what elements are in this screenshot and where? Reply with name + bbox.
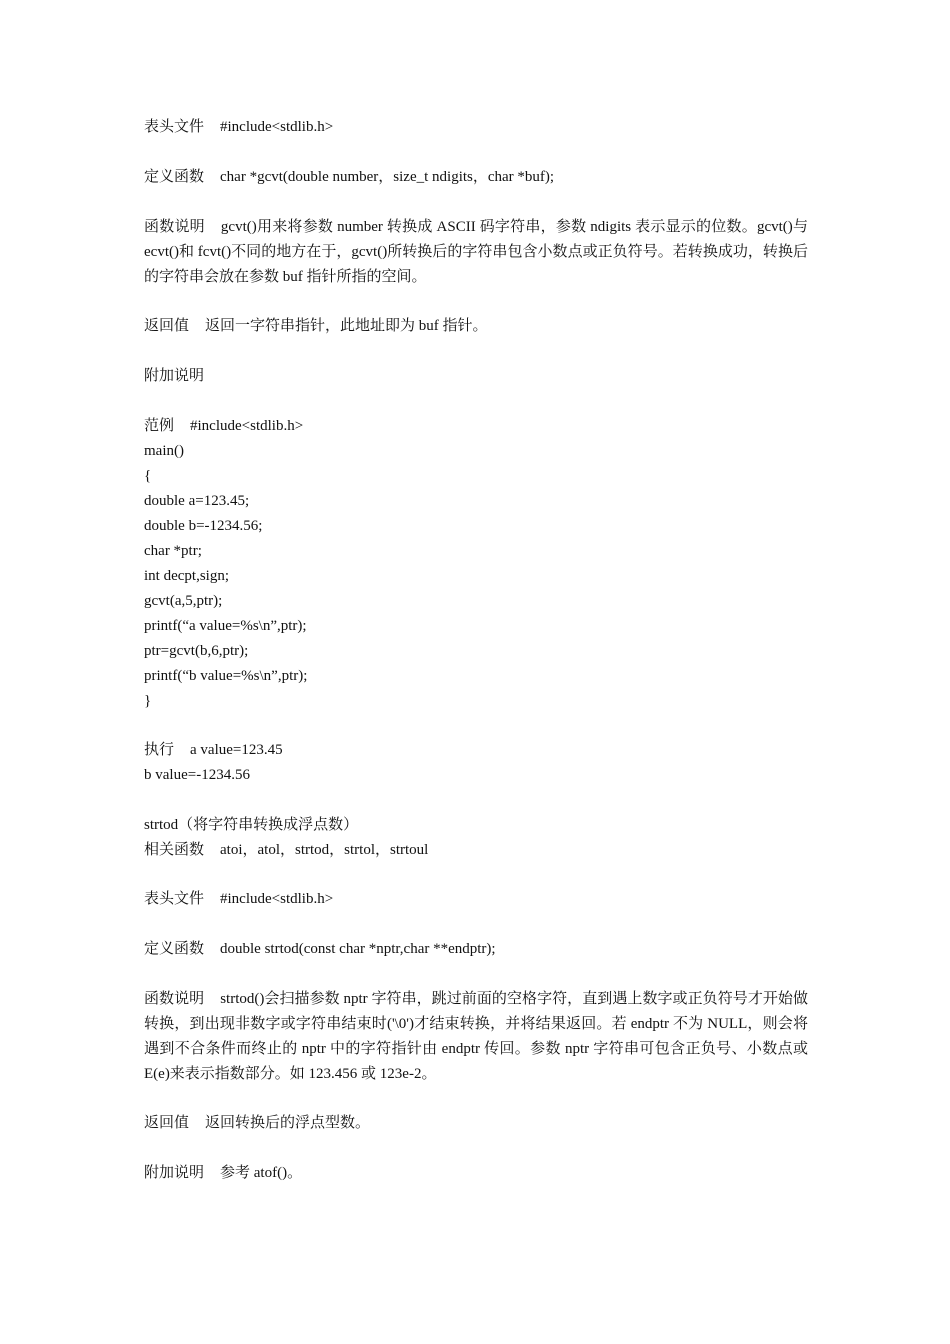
gcvt-definition-line bbox=[144, 165, 810, 190]
label: 范例 bbox=[144, 418, 175, 434]
label: 附加说明 bbox=[144, 368, 205, 384]
code-line: gcvt(a,5,ptr); bbox=[144, 593, 223, 609]
output-line: b value=-1234.56 bbox=[144, 767, 250, 783]
code-line: int decpt,sign; bbox=[144, 568, 229, 584]
code-line: printf(“a value=%s\n”,ptr); bbox=[144, 618, 307, 634]
code-line: ptr=gcvt(b,6,ptr); bbox=[144, 643, 249, 659]
code-line: { bbox=[144, 468, 152, 484]
value: #include<stdlib.h> bbox=[220, 891, 334, 907]
strtod-header-line bbox=[144, 887, 810, 912]
label: 函数说明 bbox=[144, 991, 205, 1007]
code-line: #include<stdlib.h> bbox=[190, 418, 304, 434]
strtod-title: strtod（将字符串转换成浮点数） bbox=[144, 817, 359, 833]
label: 附加说明 bbox=[144, 1165, 205, 1181]
output-line: a value=123.45 bbox=[190, 742, 283, 758]
strtod-description bbox=[144, 987, 808, 1087]
label: 函数说明 bbox=[144, 219, 205, 235]
value: #include<stdlib.h> bbox=[220, 119, 334, 135]
code-line: double a=123.45; bbox=[144, 493, 250, 509]
code-line: printf(“b value=%s\n”,ptr); bbox=[144, 668, 308, 684]
gcvt-return-line bbox=[144, 314, 810, 339]
label: 相关函数 bbox=[144, 842, 205, 858]
strtod-note-line bbox=[144, 1161, 810, 1186]
label: 定义函数 bbox=[144, 169, 205, 185]
gcvt-example-line-0 bbox=[144, 414, 810, 439]
label: 表头文件 bbox=[144, 119, 205, 135]
strtod-return-line bbox=[144, 1111, 810, 1136]
gcvt-note-line bbox=[144, 364, 810, 389]
code-line: } bbox=[144, 693, 152, 709]
gcvt-execution-line-0 bbox=[144, 738, 810, 763]
label: 返回值 bbox=[144, 1115, 190, 1131]
gcvt-description bbox=[144, 215, 808, 290]
value: gcvt()用来将参数 number 转换成 ASCII 码字符串，参数 ndigits 表示显示的位数。gcvt()与 ecvt()和 fcvt()不同的地方在于，gcvt()所转换后的字符串包含小数点或正负符号。若转换成功，转换后的字符串会放在参数 buf 指针所指的空间。 bbox=[144, 219, 808, 285]
code-line: main() bbox=[144, 443, 184, 459]
gcvt-header-line bbox=[144, 115, 810, 140]
strtod-definition-line bbox=[144, 937, 810, 962]
value: char *gcvt(double number，size_t ndigits，char *buf); bbox=[220, 169, 555, 185]
label: 执行 bbox=[144, 742, 175, 758]
value: 返回一字符串指针，此地址即为 buf 指针。 bbox=[205, 318, 488, 334]
value: double strtod(const char *nptr,char **endptr); bbox=[220, 941, 496, 957]
label: 返回值 bbox=[144, 318, 190, 334]
label: 表头文件 bbox=[144, 891, 205, 907]
strtod-related-line bbox=[144, 838, 810, 863]
value: atoi，atol，strtod，strtol，strtoul bbox=[220, 842, 429, 858]
code-line: char *ptr; bbox=[144, 543, 202, 559]
code-line: double b=-1234.56; bbox=[144, 518, 263, 534]
label: 定义函数 bbox=[144, 941, 205, 957]
value: 返回转换后的浮点型数。 bbox=[205, 1115, 371, 1131]
value: 参考 atof()。 bbox=[220, 1165, 303, 1181]
value: strtod()会扫描参数 nptr 字符串，跳过前面的空格字符，直到遇上数字或正负符号才开始做转换，到出现非数字或字符串结束时('\0')才结束转换，并将结果返回。若 endptr 不为 NULL，则会将遇到不合条件而终止的 nptr 中的字符指针由 endptr 传回。参数 nptr 字符串可包含正负号、小数点或 E(e)来表示指数部分。如 123.456 或 123e-2。 bbox=[144, 991, 808, 1082]
